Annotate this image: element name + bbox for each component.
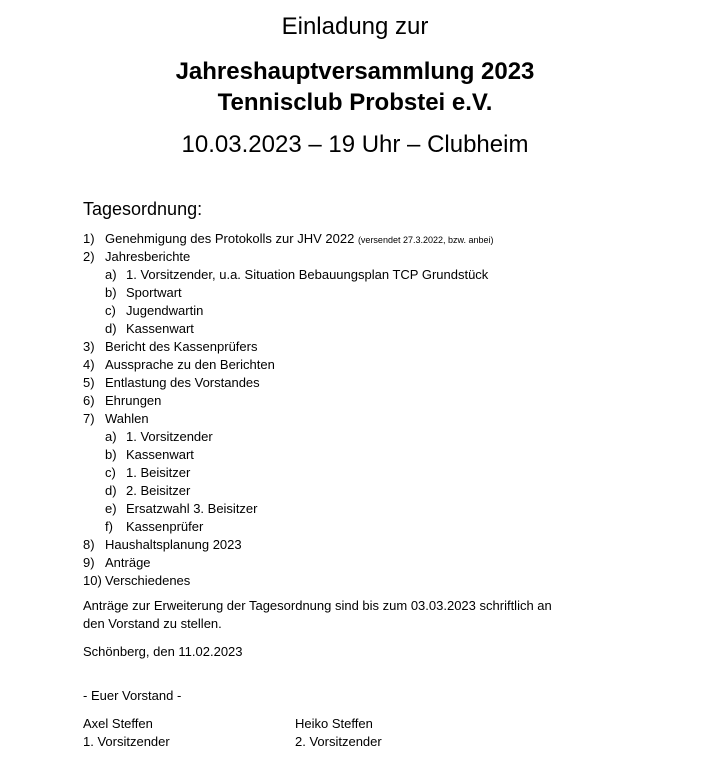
notice-line: Anträge zur Erweiterung der Tagesordnung sind bis zum 03.03.2023 schriftlich an — [83, 598, 552, 613]
agenda-item — [83, 338, 683, 356]
agenda-subitem-letter: a) — [105, 267, 117, 282]
meeting-title: Jahreshauptversammlung 2023 — [175, 58, 535, 85]
agenda-item-number: 4) — [83, 357, 95, 372]
agenda-item — [83, 230, 683, 248]
agenda-subitem-text: Ersatzwahl 3. Beisitzer — [126, 501, 258, 516]
agenda-subitem-text: Kassenwart — [126, 447, 194, 462]
invitation-line: Einladung zur — [281, 13, 429, 40]
signature-block — [83, 715, 170, 751]
agenda-item — [83, 410, 683, 428]
agenda-subitem — [83, 302, 683, 320]
agenda-item-text: Haushaltsplanung 2023 — [105, 537, 242, 552]
agenda-subitem-letter: c) — [105, 465, 116, 480]
agenda-subitem-text: Jugendwartin — [126, 303, 204, 318]
agenda-item-text: Anträge — [105, 555, 151, 570]
agenda-item-text: Entlastung des Vorstandes — [105, 375, 260, 390]
agenda-subitem — [83, 482, 683, 500]
agenda-subitem — [83, 428, 683, 446]
agenda-subitem-text: Kassenwart — [126, 321, 194, 336]
notice-paragraph — [83, 597, 643, 633]
agenda-subitem — [83, 320, 683, 338]
agenda-item — [83, 554, 683, 572]
agenda-subitem — [83, 464, 683, 482]
agenda-item — [83, 356, 683, 374]
agenda-item — [83, 374, 683, 392]
agenda-subitem — [83, 266, 683, 284]
signoff: - Euer Vorstand - — [83, 688, 182, 703]
signatory-role: 1. Vorsitzender — [83, 734, 170, 749]
agenda-item — [83, 572, 683, 590]
agenda-item-number: 3) — [83, 339, 95, 354]
agenda-item — [83, 392, 683, 410]
place-and-date: Schönberg, den 11.02.2023 — [83, 644, 243, 659]
agenda-item-text: Genehmigung des Protokolls zur JHV 2022 — [105, 231, 355, 246]
agenda-item-number: 6) — [83, 393, 95, 408]
agenda-subitem-text: 2. Beisitzer — [126, 483, 191, 498]
agenda-item-number: 7) — [83, 411, 95, 426]
agenda-subitem — [83, 500, 683, 518]
agenda-item — [83, 248, 683, 266]
agenda-subitem-text: 1. Vorsitzender, u.a. Situation Bebauungsplan TCP Grundstück — [126, 267, 489, 282]
agenda-item-text: Wahlen — [105, 411, 149, 426]
agenda-subitem — [83, 446, 683, 464]
agenda-item — [83, 536, 683, 554]
agenda-list — [83, 230, 683, 590]
agenda-item-text: Jahresberichte — [105, 249, 191, 264]
agenda-subitem-text: Sportwart — [126, 285, 182, 300]
agenda-item-note: (versendet 27.3.2022, bzw. anbei) — [357, 235, 494, 245]
agenda-item-text: Aussprache zu den Berichten — [105, 357, 275, 372]
agenda-item-number: 2) — [83, 249, 95, 264]
agenda-item-text: Verschiedenes — [105, 573, 191, 588]
agenda-item-text: Bericht des Kassenprüfers — [105, 339, 258, 354]
agenda-item-number: 8) — [83, 537, 95, 552]
meeting-date-time-place: 10.03.2023 – 19 Uhr – Clubheim — [181, 131, 529, 158]
agenda-subitem-letter: b) — [105, 285, 117, 300]
signatory-name: Heiko Steffen — [295, 716, 373, 731]
signatory-role: 2. Vorsitzender — [295, 734, 382, 749]
agenda-item-number: 1) — [83, 231, 95, 246]
agenda-subitem-letter: a) — [105, 429, 117, 444]
agenda-subitem-letter: d) — [105, 321, 117, 336]
agenda-item-text: Ehrungen — [105, 393, 162, 408]
agenda-subitem-letter: d) — [105, 483, 117, 498]
agenda-subitem — [83, 284, 683, 302]
agenda-item-number: 5) — [83, 375, 95, 390]
club-name: Tennisclub Probstei e.V. — [217, 89, 493, 116]
agenda-subitem-text: 1. Beisitzer — [126, 465, 191, 480]
agenda-subitem — [83, 518, 683, 536]
agenda-item-number: 9) — [83, 555, 95, 570]
notice-line: den Vorstand zu stellen. — [83, 616, 222, 631]
signature-block — [295, 715, 382, 751]
agenda-subitem-letter: b) — [105, 447, 117, 462]
agenda-subitem-letter: e) — [105, 501, 117, 516]
agenda-subitem-letter: f) — [105, 519, 113, 534]
agenda-item-number: 10) — [83, 573, 102, 588]
agenda-subitem-text: Kassenprüfer — [126, 519, 204, 534]
agenda-subitem-text: 1. Vorsitzender — [126, 429, 213, 444]
agenda-subitem-letter: c) — [105, 303, 116, 318]
signatory-name: Axel Steffen — [83, 716, 153, 731]
agenda-heading: Tagesordnung: — [83, 199, 203, 219]
